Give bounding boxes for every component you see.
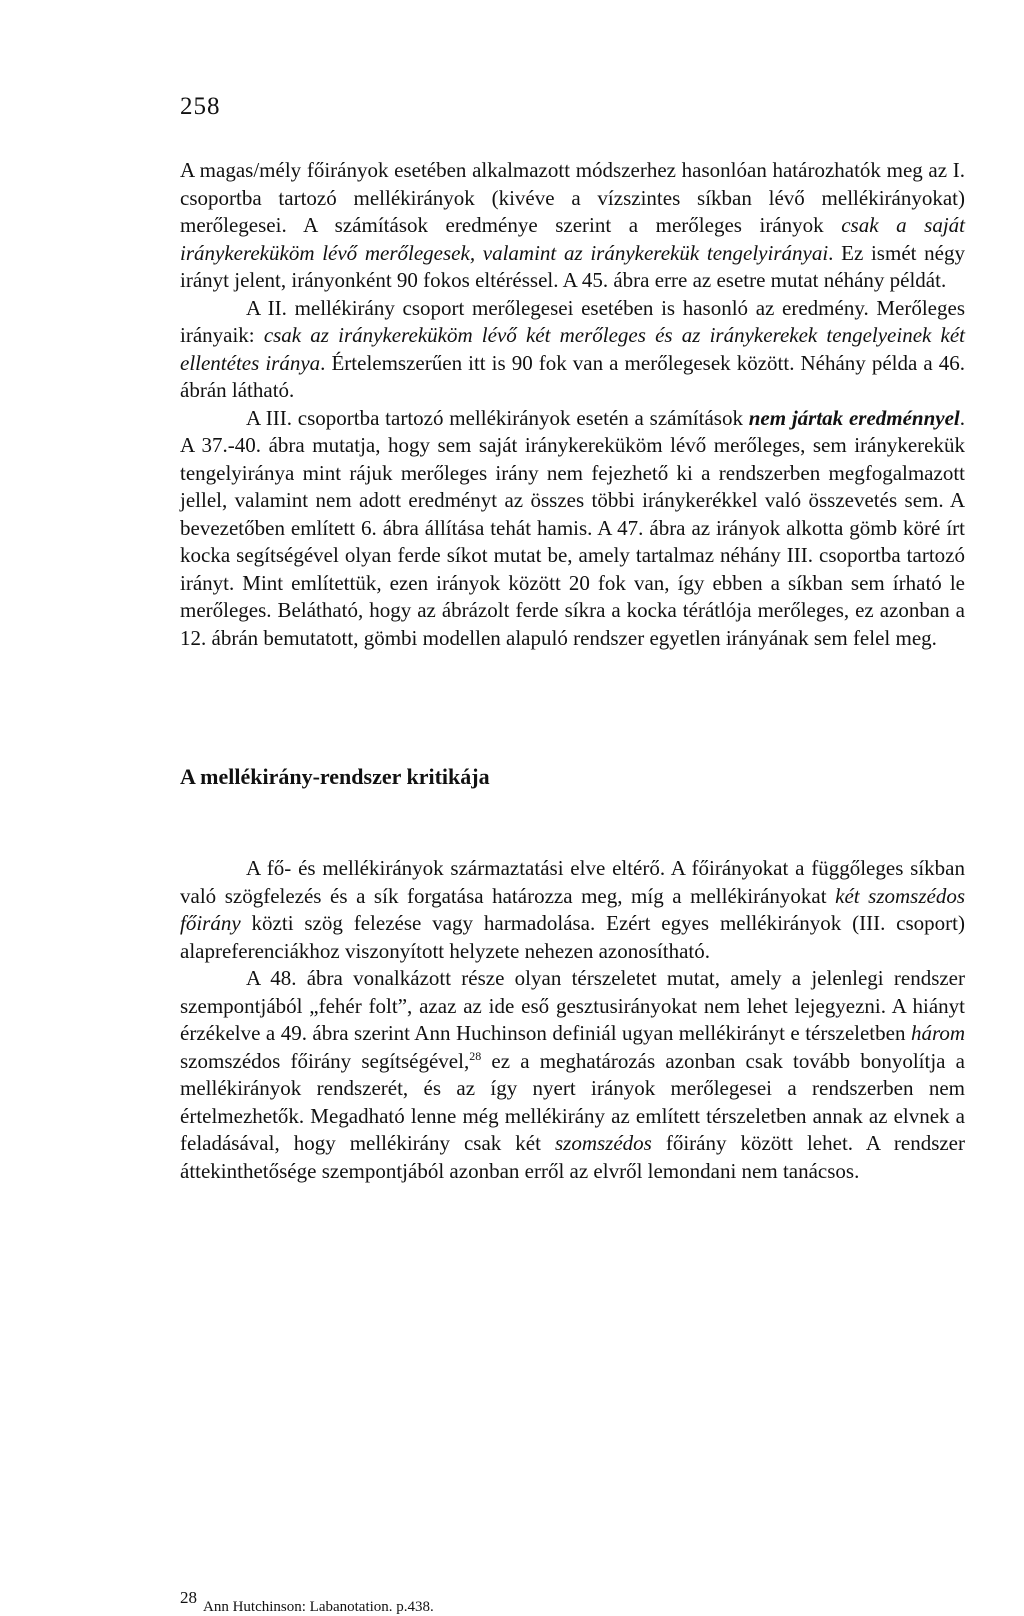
paragraph xyxy=(180,965,965,1185)
text-run: . A 37.-40. ábra mutatja, hogy sem saját iránykereküköm lévő merőleges, sem iránykerekük tengelyiránya mint rájuk merőleges irány nem fejezhető ki a rendszerben megfogalmazott jellel, valamint nem adott eredményt az összes többi iránykerékkel való összevetés sem. A bevezetőben említett 6. ábra állítása tehát hamis. A 47. ábra az irányok alkotta gömb köré írt kocka segítségével olyan ferde síkot mutat be, amely tartalmaz néhány III. csoportba tartozó irányt. Mint említettük, ezen irányok között 20 fok van, így ebben a síkban sem írható le merőleges. Belátható, hogy az ábrázolt ferde síkra a kocka térátlója merőleges, ez azonban a 12. ábrán bemutatott, gömbi modellen alapuló rendszer egyetlen irányának sem felel meg. xyxy=(180,405,966,650)
text-run: A 48. ábra vonalkázott része olyan térszeletet mutat, amely a jelenlegi rendszer szempontjából „fehér folt”, azaz az ide eső gesztusirányokat nem lehet lejegyezni. A hiányt érzékelve a 49. ábra szerint Ann Huchinson definiál ugyan mellékirányt e térszeletben xyxy=(180,966,965,1045)
paragraph xyxy=(180,295,965,405)
text-run: csak az iránykereküköm lévő két merőleges és az iránykerekek tengelyeinek két ellentétes iránya xyxy=(180,323,965,375)
paragraph xyxy=(180,855,965,965)
text-run: A fő- és mellékirányok származtatási elve eltérő. A főirányokat a függőleges síkban való szögfelezés és a sík forgatása határozza meg, míg a mellékirányokat xyxy=(180,856,965,908)
text-run: A II. mellékirány csoport merőlegesei esetében is hasonló az eredmény. Merőleges irányaik: xyxy=(180,295,965,347)
text-run: csak a saját iránykereküköm lévő merőlegesek, valamint az iránykerekük tengelyirányai xyxy=(180,213,965,265)
page-number: 258 xyxy=(180,93,221,120)
footnote-reference: 28 xyxy=(469,1048,482,1063)
text-run: főirány között lehet. A rendszer áttekinthetősége szempontjából azonban erről az elvről lemondani nem tanácsos. xyxy=(180,1131,965,1183)
text-run: szomszédos xyxy=(554,1131,652,1155)
text-run: közti szög felezése vagy harmadolása. Ezért egyes mellékirányok (III. csoport) alapreferenciákhoz viszonyított helyzete nehezen azonosítható. xyxy=(180,911,965,963)
text-run: A III. csoportba tartozó mellékirányok esetén a számítások xyxy=(246,405,749,430)
text-run: három xyxy=(910,1021,965,1045)
paragraph xyxy=(180,405,965,653)
paragraph xyxy=(180,157,965,295)
text-run: ez a meghatározás azonban csak tovább bonyolítja a mellékirányok rendszerét, és az így nyert irányok merőlegesei a rendszerben nem értelmezhetők. Megadható lenne még mellékirány az említett térszeletben annak az elvnek a feladásával, hogy mellékirány csak két xyxy=(180,1048,966,1155)
section-heading: A mellékirány-rendszer kritikája xyxy=(180,764,490,789)
text-run: . Értelemszerűen itt is 90 fok van a merőlegesek között. Néhány példa a 46. ábrán látható. xyxy=(180,350,965,402)
footnote xyxy=(180,1588,434,1616)
footnote-text: Ann Hutchinson: Labanotation. p.438. xyxy=(203,1599,434,1615)
text-run: szomszédos főirány segítségével, xyxy=(180,1048,470,1073)
text-run: A magas/mély főirányok esetében alkalmazott módszerhez hasonlóan határozhatók meg az I. csoportba tartozó mellékirányok (kivéve a vízszintes síkban lévő mellékirányokat) merőlegesei. A számítások eredménye szerint a merőleges irányok xyxy=(180,158,965,237)
body-section-1 xyxy=(180,157,965,652)
footnote-mark: 28 xyxy=(180,1588,197,1607)
text-run: nem jártak eredménnyel xyxy=(748,405,960,430)
text-run: két szomszédos főirány xyxy=(180,883,965,935)
body-section-2 xyxy=(180,855,965,1185)
text-run: . Ez ismét négy irányt jelent, irányonként 90 fokos eltéréssel. A 45. ábra erre az esetre mutat néhány példát. xyxy=(180,240,965,292)
